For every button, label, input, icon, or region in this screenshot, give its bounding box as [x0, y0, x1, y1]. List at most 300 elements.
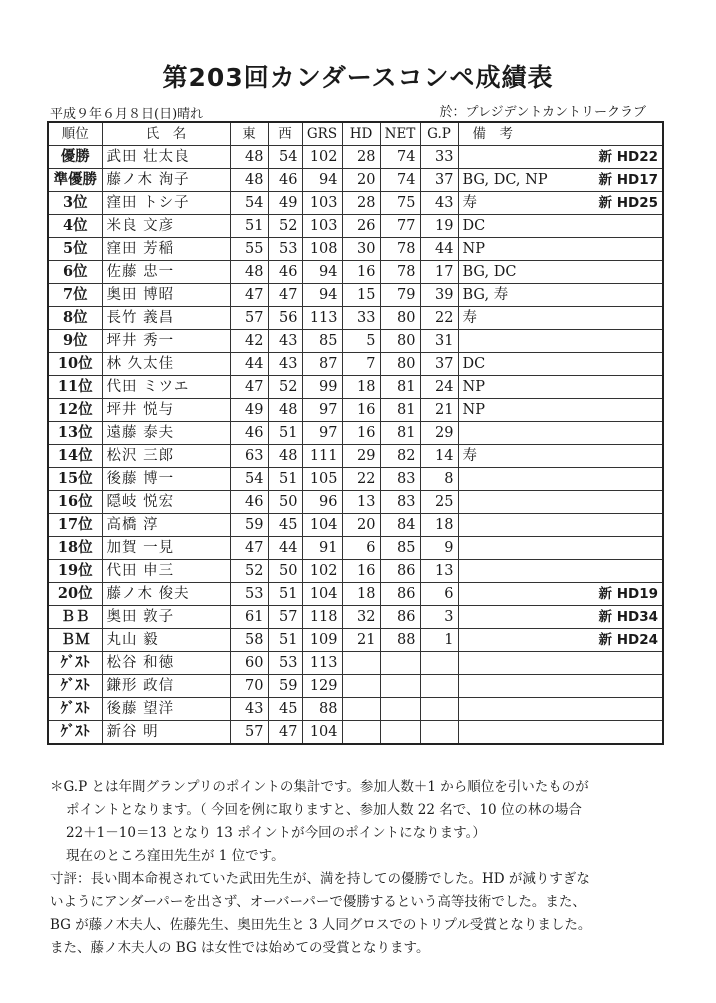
gp-cell: 37	[420, 353, 458, 376]
header-grs: GRS	[302, 122, 342, 146]
handicap-cell: 13	[342, 491, 380, 514]
gross-cell: 104	[302, 583, 342, 606]
rank-cell: ｹﾞｽﾄ	[48, 652, 102, 675]
net-cell: 77	[380, 215, 420, 238]
east-score-cell: 54	[230, 468, 268, 491]
notes-cell	[458, 629, 663, 652]
notes-cell	[458, 307, 663, 330]
gp-cell: 31	[420, 330, 458, 353]
west-score-cell: 56	[268, 307, 302, 330]
table-row	[48, 353, 663, 376]
gross-cell: 118	[302, 606, 342, 629]
handicap-cell: 33	[342, 307, 380, 330]
east-score-cell: 52	[230, 560, 268, 583]
award-notes: BG, 寿	[462, 287, 509, 303]
rank-cell: 15位	[48, 468, 102, 491]
table-row	[48, 652, 663, 675]
table-row	[48, 261, 663, 284]
west-score-cell: 53	[268, 238, 302, 261]
rank-cell: 5位	[48, 238, 102, 261]
header-rank: 順位	[48, 122, 102, 146]
name-cell: 高橋 淳	[102, 514, 230, 537]
rank-cell: 10位	[48, 353, 102, 376]
east-score-cell: 54	[230, 192, 268, 215]
new-handicap: 新 HD25	[598, 195, 658, 211]
notes-cell	[458, 215, 663, 238]
comment-line: また、藤ノ木夫人の BG は女性では始めての受賞となります。	[50, 940, 430, 956]
net-cell: 74	[380, 169, 420, 192]
net-cell: 80	[380, 330, 420, 353]
east-score-cell: 60	[230, 652, 268, 675]
footnote	[50, 776, 680, 960]
east-score-cell: 58	[230, 629, 268, 652]
notes-cell	[458, 422, 663, 445]
net-cell: 83	[380, 491, 420, 514]
gp-note-line: 現在のところ窪田先生が 1 位です。	[66, 848, 285, 864]
east-score-cell: 46	[230, 422, 268, 445]
gp-cell: 6	[420, 583, 458, 606]
gp-cell	[420, 698, 458, 721]
rank-cell: 4位	[48, 215, 102, 238]
east-score-cell: 53	[230, 583, 268, 606]
gp-cell: 8	[420, 468, 458, 491]
east-score-cell: 46	[230, 491, 268, 514]
west-score-cell: 48	[268, 399, 302, 422]
handicap-cell: 28	[342, 146, 380, 169]
gross-cell: 113	[302, 652, 342, 675]
award-notes: NP	[462, 241, 485, 257]
net-cell: 79	[380, 284, 420, 307]
handicap-cell	[342, 721, 380, 745]
table-row	[48, 399, 663, 422]
rank-cell: ＢＭ	[48, 629, 102, 652]
rank-cell: 8位	[48, 307, 102, 330]
results-table	[47, 121, 664, 745]
name-cell: 奥田 敦子	[102, 606, 230, 629]
gp-cell: 18	[420, 514, 458, 537]
name-cell: 鎌形 政信	[102, 675, 230, 698]
rank-cell: 12位	[48, 399, 102, 422]
handicap-cell: 22	[342, 468, 380, 491]
rank-cell: 20位	[48, 583, 102, 606]
notes-cell	[458, 284, 663, 307]
name-cell: 坪井 悦与	[102, 399, 230, 422]
net-cell: 84	[380, 514, 420, 537]
gross-cell: 85	[302, 330, 342, 353]
table-row	[48, 537, 663, 560]
notes-cell	[458, 238, 663, 261]
name-cell: 林 久太佳	[102, 353, 230, 376]
notes-cell	[458, 330, 663, 353]
name-cell: 松沢 三郎	[102, 445, 230, 468]
notes-cell	[458, 583, 663, 606]
award-notes: 寿	[462, 448, 477, 464]
east-score-cell: 48	[230, 146, 268, 169]
rank-cell: 準優勝	[48, 169, 102, 192]
notes-cell	[458, 468, 663, 491]
east-score-cell: 61	[230, 606, 268, 629]
gp-cell: 39	[420, 284, 458, 307]
west-score-cell: 51	[268, 422, 302, 445]
gp-cell: 21	[420, 399, 458, 422]
gp-cell	[420, 675, 458, 698]
handicap-cell: 6	[342, 537, 380, 560]
notes-cell	[458, 698, 663, 721]
handicap-cell: 16	[342, 261, 380, 284]
gross-cell: 99	[302, 376, 342, 399]
notes-cell	[458, 353, 663, 376]
handicap-cell: 16	[342, 560, 380, 583]
name-cell: 坪井 秀一	[102, 330, 230, 353]
gross-cell: 108	[302, 238, 342, 261]
table-row	[48, 376, 663, 399]
net-cell: 85	[380, 537, 420, 560]
west-score-cell: 53	[268, 652, 302, 675]
name-cell: 松谷 和徳	[102, 652, 230, 675]
notes-cell	[458, 445, 663, 468]
award-notes: NP	[462, 379, 485, 395]
gp-cell: 13	[420, 560, 458, 583]
west-score-cell: 43	[268, 353, 302, 376]
gross-cell: 96	[302, 491, 342, 514]
notes-cell	[458, 169, 663, 192]
name-cell: 米良 文彦	[102, 215, 230, 238]
page-title: 第203回カンダースコンペ成績表	[162, 63, 554, 92]
notes-cell	[458, 146, 663, 169]
west-score-cell: 45	[268, 514, 302, 537]
name-cell: 丸山 毅	[102, 629, 230, 652]
name-cell: 佐藤 忠一	[102, 261, 230, 284]
rank-cell: 3位	[48, 192, 102, 215]
comment-line: 寸評：長い間本命視されていた武田先生が、満を持しての優勝でした。HD が減りすぎな	[50, 871, 590, 887]
west-score-cell: 50	[268, 560, 302, 583]
venue: 於：プレジデントカントリークラブ	[439, 105, 646, 120]
table-row	[48, 169, 663, 192]
east-score-cell: 70	[230, 675, 268, 698]
comment-line: いようにアンダーパーを出さず、オーバーパーで優勝するという高等技術でした。また、	[50, 894, 586, 910]
table-row	[48, 215, 663, 238]
rank-cell: 13位	[48, 422, 102, 445]
gp-cell	[420, 652, 458, 675]
new-handicap: 新 HD24	[598, 632, 658, 648]
new-handicap: 新 HD19	[598, 586, 658, 602]
rank-cell: 16位	[48, 491, 102, 514]
net-cell: 81	[380, 422, 420, 445]
table-row	[48, 675, 663, 698]
rank-cell: 11位	[48, 376, 102, 399]
table-row	[48, 491, 663, 514]
net-cell: 86	[380, 560, 420, 583]
east-score-cell: 59	[230, 514, 268, 537]
handicap-cell: 29	[342, 445, 380, 468]
name-cell: 遠藤 泰夫	[102, 422, 230, 445]
gp-cell: 29	[420, 422, 458, 445]
table-row	[48, 238, 663, 261]
net-cell: 86	[380, 606, 420, 629]
table-row	[48, 583, 663, 606]
handicap-cell: 30	[342, 238, 380, 261]
net-cell	[380, 675, 420, 698]
handicap-cell: 16	[342, 399, 380, 422]
gross-cell: 104	[302, 514, 342, 537]
name-cell: 後藤 博一	[102, 468, 230, 491]
gp-note-line: ポイントとなります。（ 今回を例に取りますと、参加人数 22 名で、10 位の林の場合	[66, 802, 582, 818]
gross-cell: 103	[302, 192, 342, 215]
net-cell: 82	[380, 445, 420, 468]
west-score-cell: 49	[268, 192, 302, 215]
header-row	[48, 122, 663, 146]
net-cell: 80	[380, 353, 420, 376]
name-cell: 隠岐 悦宏	[102, 491, 230, 514]
gross-cell: 104	[302, 721, 342, 745]
west-score-cell: 44	[268, 537, 302, 560]
header-notes: 備 考	[458, 122, 663, 146]
name-cell: 藤ノ木 洵子	[102, 169, 230, 192]
west-score-cell: 47	[268, 721, 302, 745]
gp-cell: 17	[420, 261, 458, 284]
east-score-cell: 48	[230, 261, 268, 284]
handicap-cell	[342, 652, 380, 675]
name-cell: 代田 ミツエ	[102, 376, 230, 399]
award-notes: 寿	[462, 195, 477, 211]
gross-cell: 105	[302, 468, 342, 491]
gross-cell: 94	[302, 261, 342, 284]
handicap-cell: 7	[342, 353, 380, 376]
name-cell: 窪田 芳稲	[102, 238, 230, 261]
west-score-cell: 54	[268, 146, 302, 169]
east-score-cell: 43	[230, 698, 268, 721]
table-row	[48, 445, 663, 468]
gp-cell: 14	[420, 445, 458, 468]
rank-cell: 14位	[48, 445, 102, 468]
west-score-cell: 51	[268, 629, 302, 652]
header-east: 東	[230, 122, 268, 146]
table-row	[48, 698, 663, 721]
gp-note-line: ＊G.P とは年間グランプリのポイントの集計です。参加人数＋1 から順位を引いたものが	[50, 779, 589, 795]
gross-cell: 103	[302, 215, 342, 238]
handicap-cell: 5	[342, 330, 380, 353]
results-body	[48, 146, 663, 745]
rank-cell: 優勝	[48, 146, 102, 169]
gross-cell: 102	[302, 146, 342, 169]
name-cell: 代田 申三	[102, 560, 230, 583]
name-cell: 奥田 博昭	[102, 284, 230, 307]
gross-cell: 113	[302, 307, 342, 330]
gp-cell: 44	[420, 238, 458, 261]
gp-note-line: 22＋1－10＝13 となり 13 ポイントが今回のポイントになります。）	[66, 825, 486, 841]
gross-cell: 102	[302, 560, 342, 583]
handicap-cell: 32	[342, 606, 380, 629]
handicap-cell: 20	[342, 169, 380, 192]
award-notes: BG, DC, NP	[462, 172, 548, 188]
award-notes: NP	[462, 402, 485, 418]
table-row	[48, 468, 663, 491]
notes-cell	[458, 399, 663, 422]
east-score-cell: 57	[230, 721, 268, 745]
rank-cell: 6位	[48, 261, 102, 284]
gp-cell: 43	[420, 192, 458, 215]
table-row	[48, 330, 663, 353]
handicap-cell: 20	[342, 514, 380, 537]
header-name: 氏 名	[102, 122, 230, 146]
name-cell: 窪田 トシ子	[102, 192, 230, 215]
handicap-cell: 16	[342, 422, 380, 445]
gp-cell: 37	[420, 169, 458, 192]
award-notes: BG, DC	[462, 264, 517, 280]
award-notes: DC	[462, 218, 486, 234]
west-score-cell: 50	[268, 491, 302, 514]
net-cell: 78	[380, 261, 420, 284]
east-score-cell: 47	[230, 537, 268, 560]
rank-cell: 17位	[48, 514, 102, 537]
notes-cell	[458, 192, 663, 215]
name-cell: 武田 壮太良	[102, 146, 230, 169]
handicap-cell	[342, 675, 380, 698]
east-score-cell: 55	[230, 238, 268, 261]
name-cell: 新谷 明	[102, 721, 230, 745]
gross-cell: 97	[302, 422, 342, 445]
gp-cell: 24	[420, 376, 458, 399]
award-notes: DC	[462, 356, 486, 372]
east-score-cell: 47	[230, 284, 268, 307]
east-score-cell: 47	[230, 376, 268, 399]
east-score-cell: 51	[230, 215, 268, 238]
west-score-cell: 46	[268, 261, 302, 284]
east-score-cell: 57	[230, 307, 268, 330]
net-cell: 74	[380, 146, 420, 169]
east-score-cell: 49	[230, 399, 268, 422]
gp-cell: 1	[420, 629, 458, 652]
gross-cell: 111	[302, 445, 342, 468]
handicap-cell: 15	[342, 284, 380, 307]
date-weather: 平成９年６月８日(日)晴れ	[50, 107, 204, 122]
gross-cell: 129	[302, 675, 342, 698]
rank-cell: 19位	[48, 560, 102, 583]
name-cell: 藤ノ木 俊夫	[102, 583, 230, 606]
gp-cell: 33	[420, 146, 458, 169]
gp-cell: 22	[420, 307, 458, 330]
net-cell: 80	[380, 307, 420, 330]
table-row	[48, 560, 663, 583]
handicap-cell: 18	[342, 583, 380, 606]
gp-cell: 9	[420, 537, 458, 560]
comment-line: BG が藤ノ木夫人、佐藤先生、奥田先生と 3 人同グロスでのトリプル受賞となりました。	[50, 917, 592, 933]
west-score-cell: 51	[268, 583, 302, 606]
header-hd: HD	[342, 122, 380, 146]
notes-cell	[458, 491, 663, 514]
notes-cell	[458, 675, 663, 698]
east-score-cell: 63	[230, 445, 268, 468]
gp-cell	[420, 721, 458, 745]
rank-cell: ｹﾞｽﾄ	[48, 698, 102, 721]
name-cell: 長竹 義昌	[102, 307, 230, 330]
west-score-cell: 57	[268, 606, 302, 629]
net-cell	[380, 652, 420, 675]
header-net: NET	[380, 122, 420, 146]
east-score-cell: 42	[230, 330, 268, 353]
name-cell: 後藤 望洋	[102, 698, 230, 721]
gross-cell: 94	[302, 169, 342, 192]
notes-cell	[458, 376, 663, 399]
table-row	[48, 422, 663, 445]
net-cell	[380, 698, 420, 721]
east-score-cell: 44	[230, 353, 268, 376]
rank-cell: ｹﾞｽﾄ	[48, 675, 102, 698]
west-score-cell: 52	[268, 376, 302, 399]
gross-cell: 91	[302, 537, 342, 560]
rank-cell: 7位	[48, 284, 102, 307]
table-row	[48, 284, 663, 307]
gross-cell: 94	[302, 284, 342, 307]
notes-cell	[458, 606, 663, 629]
west-score-cell: 59	[268, 675, 302, 698]
handicap-cell: 28	[342, 192, 380, 215]
new-handicap: 新 HD17	[598, 172, 658, 188]
header-west: 西	[268, 122, 302, 146]
table-row	[48, 514, 663, 537]
west-score-cell: 43	[268, 330, 302, 353]
table-row	[48, 606, 663, 629]
east-score-cell: 48	[230, 169, 268, 192]
gross-cell: 97	[302, 399, 342, 422]
award-notes: 寿	[462, 310, 477, 326]
gross-cell: 87	[302, 353, 342, 376]
new-handicap: 新 HD22	[598, 149, 658, 165]
notes-cell	[458, 514, 663, 537]
notes-cell	[458, 721, 663, 745]
notes-cell	[458, 537, 663, 560]
gp-cell: 19	[420, 215, 458, 238]
net-cell: 83	[380, 468, 420, 491]
notes-cell	[458, 560, 663, 583]
gross-cell: 109	[302, 629, 342, 652]
net-cell: 81	[380, 399, 420, 422]
header-gp: G.P	[420, 122, 458, 146]
west-score-cell: 51	[268, 468, 302, 491]
net-cell: 86	[380, 583, 420, 606]
rank-cell: 9位	[48, 330, 102, 353]
name-cell: 加賀 一見	[102, 537, 230, 560]
west-score-cell: 52	[268, 215, 302, 238]
net-cell: 81	[380, 376, 420, 399]
west-score-cell: 47	[268, 284, 302, 307]
handicap-cell: 18	[342, 376, 380, 399]
notes-cell	[458, 652, 663, 675]
notes-cell	[458, 261, 663, 284]
handicap-cell: 26	[342, 215, 380, 238]
gross-cell: 88	[302, 698, 342, 721]
rank-cell: 18位	[48, 537, 102, 560]
net-cell: 75	[380, 192, 420, 215]
new-handicap: 新 HD34	[598, 609, 658, 625]
gp-cell: 25	[420, 491, 458, 514]
table-row	[48, 629, 663, 652]
west-score-cell: 46	[268, 169, 302, 192]
rank-cell: ＢＢ	[48, 606, 102, 629]
gp-cell: 3	[420, 606, 458, 629]
table-row	[48, 146, 663, 169]
rank-cell: ｹﾞｽﾄ	[48, 721, 102, 745]
net-cell	[380, 721, 420, 745]
table-row	[48, 721, 663, 745]
handicap-cell: 21	[342, 629, 380, 652]
west-score-cell: 45	[268, 698, 302, 721]
west-score-cell: 48	[268, 445, 302, 468]
net-cell: 88	[380, 629, 420, 652]
table-row	[48, 307, 663, 330]
handicap-cell	[342, 698, 380, 721]
table-row	[48, 192, 663, 215]
